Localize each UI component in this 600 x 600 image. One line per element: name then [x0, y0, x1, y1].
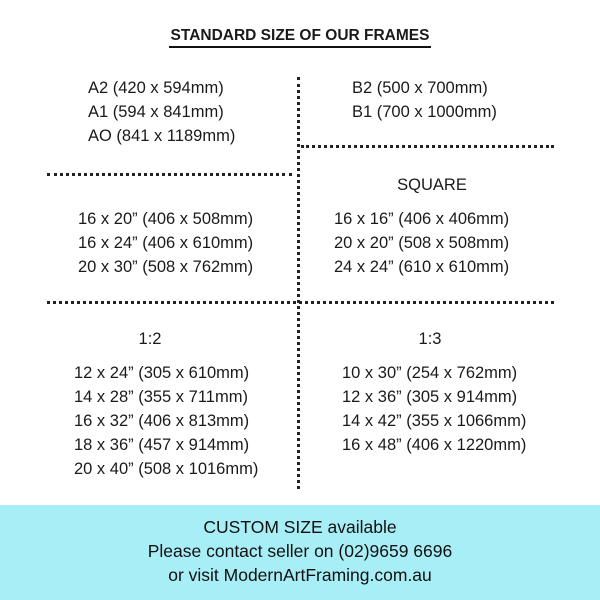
page-title: [0, 27, 600, 48]
divider-middle: [47, 301, 554, 304]
contact-phone-text: Please contact seller on (02)9659 6696: [147, 541, 453, 561]
list-item: AO (841 x 1189mm): [88, 127, 236, 145]
list-item: 14 x 42” (355 x 1066mm): [342, 412, 527, 430]
contact-banner: [0, 505, 600, 600]
list-item: 16 x 20” (406 x 508mm): [78, 210, 254, 228]
a-series-list: [88, 76, 235, 148]
list-item: 12 x 24” (305 x 610mm): [74, 364, 250, 382]
list-item: 16 x 16” (406 x 406mm): [334, 210, 510, 228]
section-heading: SQUARE: [397, 176, 467, 194]
ratio-1-3-list: [342, 361, 526, 457]
list-item: 20 x 40” (508 x 1016mm): [74, 460, 259, 478]
section-heading: 1:2: [138, 330, 162, 348]
square-list: [334, 207, 509, 279]
ratio-1-2-heading: [125, 327, 175, 351]
list-item: A2 (420 x 594mm): [88, 79, 224, 97]
list-item: 16 x 48” (406 x 1220mm): [342, 436, 527, 454]
website-link[interactable]: or visit ModernArtFraming.com.au: [168, 565, 432, 585]
list-item: 20 x 30” (508 x 762mm): [78, 258, 254, 276]
ratio-1-3-heading: [405, 327, 455, 351]
list-item: 16 x 32” (406 x 813mm): [74, 412, 250, 430]
vertical-divider: [297, 77, 300, 489]
list-item: 16 x 24” (406 x 610mm): [78, 234, 254, 252]
list-item: 12 x 36” (305 x 914mm): [342, 388, 518, 406]
list-item: 14 x 28” (355 x 711mm): [74, 388, 248, 406]
list-item: 24 x 24” (610 x 610mm): [334, 258, 510, 276]
divider-top-right: [301, 145, 554, 148]
list-item: 18 x 36” (457 x 914mm): [74, 436, 250, 454]
list-item: 20 x 20” (508 x 508mm): [334, 234, 510, 252]
ratio-1-2-list: [74, 361, 258, 481]
list-item: B1 (700 x 1000mm): [352, 103, 497, 121]
square-heading: [332, 173, 532, 197]
divider-top-left: [47, 173, 292, 176]
list-item: A1 (594 x 841mm): [88, 103, 224, 121]
custom-size-text: CUSTOM SIZE available: [203, 517, 397, 537]
inch-sizes-list: [78, 207, 253, 279]
list-item: 10 x 30” (254 x 762mm): [342, 364, 518, 382]
page-title-text: STANDARD SIZE OF OUR FRAMES: [169, 27, 432, 48]
b-series-list: [352, 76, 497, 124]
list-item: B2 (500 x 700mm): [352, 79, 488, 97]
section-heading: 1:3: [418, 330, 442, 348]
